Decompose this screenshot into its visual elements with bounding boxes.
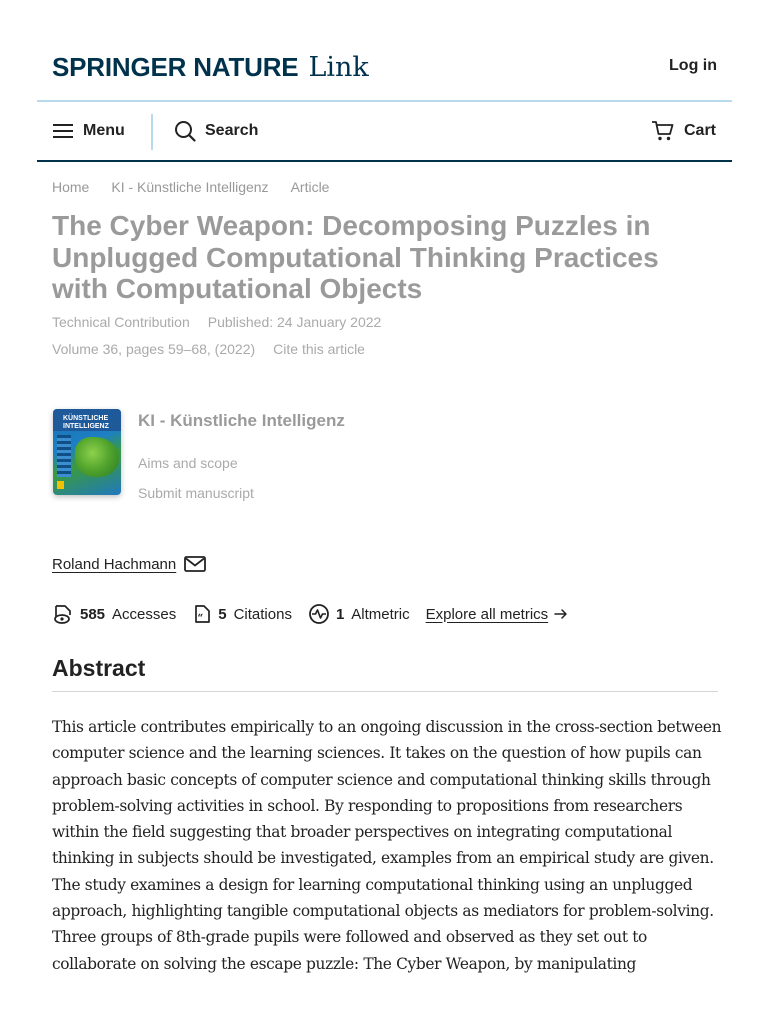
altmetric-score: 1 — [335, 605, 345, 623]
springer-nature-link-logo[interactable] — [52, 52, 369, 83]
cart-icon — [651, 120, 675, 142]
abstract-line: collaborate on solving the escape puzzle: The Cyber Weapon, by manipulating — [52, 954, 637, 973]
cart-label: Cart — [684, 122, 717, 139]
breadcrumb-journal[interactable]: KI - Künstliche Intelligenz — [111, 179, 269, 195]
altmetric-label: Altmetric — [351, 605, 410, 623]
logo-suffix-text: Link — [308, 52, 369, 83]
altmetric-icon — [308, 603, 330, 625]
abstract-line: The study examines a design for learning computational thinking using an unplugged — [52, 875, 693, 894]
cover-leaf — [75, 437, 119, 477]
abstract-line: within the field suggesting that broader perspectives on integrating computational — [52, 823, 673, 842]
citations-icon — [192, 603, 212, 625]
email-icon[interactable] — [184, 555, 206, 573]
abstract-line: This article contributes empirically to an ongoing discussion in the cross-section between — [52, 718, 722, 736]
search-button[interactable] — [174, 102, 258, 160]
volume-info: Volume 36, pages 59–68, (2022) — [52, 341, 256, 357]
cover-title: KÜNSTLICHE INTELLIGENZ — [63, 415, 109, 430]
article-meta-row-1 — [52, 314, 399, 330]
aims-scope-link[interactable]: Aims and scope — [138, 455, 238, 471]
abstract-line: Three groups of 8th-grade pupils were followed and observed as they set out to — [52, 928, 647, 947]
logo-brand-text: SPRINGER NATURE — [52, 52, 299, 82]
abstract-line: thinking in subjects should be investigated, examples from an empirical study are given. — [52, 849, 714, 868]
svg-text:“: “ — [197, 613, 204, 624]
breadcrumb-home[interactable]: Home — [52, 179, 90, 195]
explore-metrics-label: Explore all metrics — [425, 605, 549, 623]
published-date: Published: 24 January 2022 — [207, 314, 382, 330]
menu-button[interactable] — [53, 102, 125, 160]
abstract-divider — [52, 691, 718, 692]
search-label: Search — [205, 122, 259, 139]
article-title: The Cyber Weapon: Decomposing Puzzles in Unplugged Computational Thinking Practices with Computational Objects — [52, 210, 659, 304]
abstract-heading: Abstract — [52, 655, 146, 681]
altmetric-metric — [308, 603, 410, 625]
article-meta-row-2 — [52, 341, 383, 357]
citations-metric — [192, 603, 292, 625]
accesses-label: Accesses — [112, 605, 177, 623]
brand-bar — [0, 0, 768, 100]
abstract-line: computer science and the learning sciences. It takes on the question of how pupils can — [52, 744, 702, 763]
article-type: Technical Contribution — [52, 314, 190, 330]
login-link[interactable]: Log in — [669, 57, 717, 74]
menu-label: Menu — [83, 122, 125, 139]
breadcrumb — [52, 179, 351, 195]
cart-button[interactable] — [651, 102, 716, 160]
search-icon — [174, 120, 196, 142]
hamburger-icon — [53, 123, 74, 139]
arrow-right-icon — [554, 608, 568, 620]
explore-metrics-link[interactable] — [426, 606, 569, 623]
accesses-icon — [52, 603, 74, 625]
breadcrumb-article[interactable]: Article — [290, 179, 330, 195]
nav-divider-bottom — [37, 160, 732, 162]
cover-stripe — [57, 435, 71, 477]
journal-cover-image[interactable] — [53, 409, 121, 495]
abstract-line: approach basic concepts of computer science and computational thinking skills through — [52, 770, 711, 789]
author-row — [52, 555, 206, 573]
abstract-line: approach, highlighting tangible computational objects as mediators for problem-solving. — [52, 902, 714, 921]
citations-label: Citations — [233, 605, 292, 623]
accesses-metric — [52, 603, 176, 625]
cover-badge — [57, 481, 64, 489]
metrics-row — [52, 603, 568, 625]
abstract-text — [52, 714, 722, 977]
nav-divider — [151, 114, 153, 150]
accesses-count: 585 — [80, 605, 106, 623]
submit-manuscript-link[interactable]: Submit manuscript — [138, 485, 254, 501]
citations-count: 5 — [218, 605, 227, 623]
nav-bar — [37, 102, 732, 160]
author-name-link[interactable]: Roland Hachmann — [52, 555, 177, 573]
cite-article-link[interactable]: Cite this article — [273, 341, 365, 357]
abstract-line: problem-solving activities in school. By responding to propositions from researchers — [52, 796, 683, 815]
journal-title-link[interactable]: KI - Künstliche Intelligenz — [138, 411, 345, 430]
